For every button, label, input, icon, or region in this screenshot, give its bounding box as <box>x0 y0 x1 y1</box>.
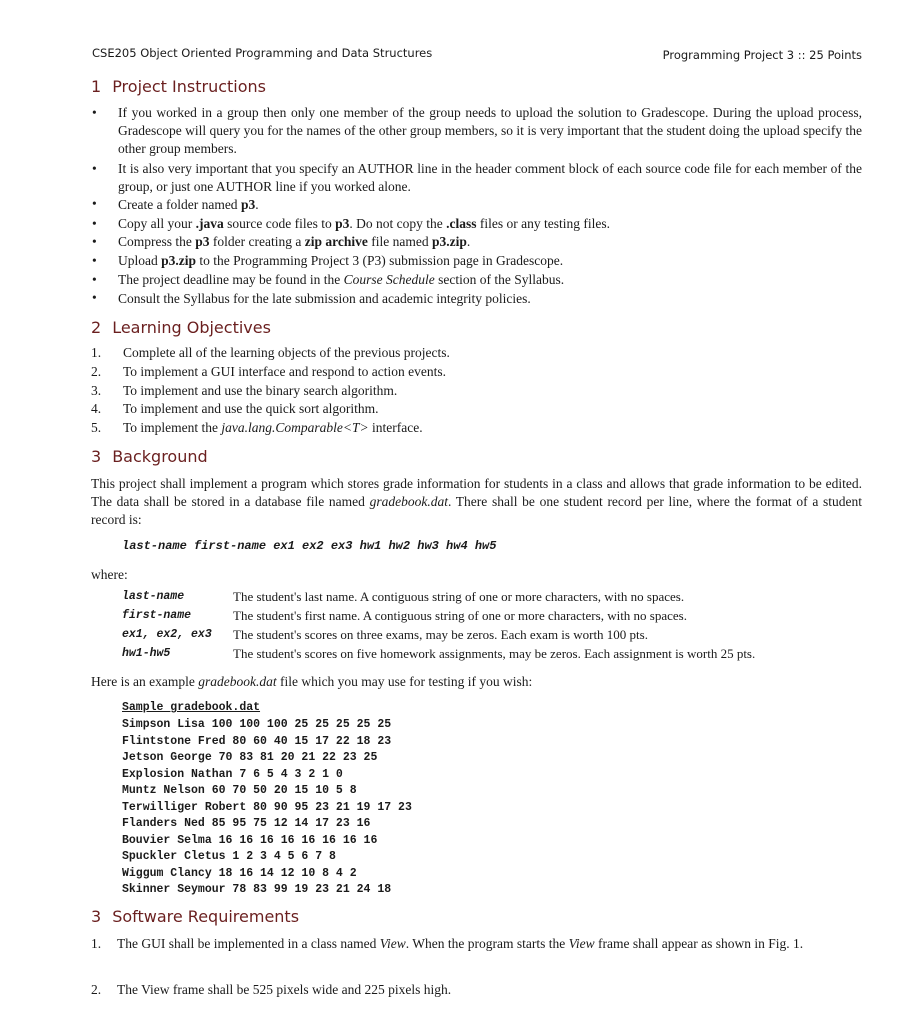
instruction-author-line: It is also very important that you specify an AUTHOR line in the header comment block of each source code file for each member of the group, or just one AUTHOR line if you worked alone. <box>118 161 862 194</box>
instruction-deadline: The project deadline may be found in the Course Schedule section of the Syllabus. <box>118 272 565 287</box>
background-paragraph: This project shall implement a program which stores grade information for students in a class and allows that grade information to be edited. The data shall be stored in a database file named gradebook.dat. There shall be one student record per line, where the format of a student record is: <box>91 476 862 527</box>
objective-number: 5. <box>91 420 102 435</box>
instruction-copy-files: Copy all your .java source code files to p3. Do not copy the .class files or any testing files. <box>118 216 610 231</box>
sample-line: Flintstone Fred 80 60 40 15 17 22 18 23 <box>122 734 392 748</box>
bullet-marker: • <box>92 290 97 305</box>
section-heading-software-requirements: 3 Software Requirements <box>91 907 300 926</box>
sample-line: Explosion Nathan 7 6 5 4 3 2 1 0 <box>122 767 343 781</box>
objective-item: To implement and use the quick sort algorithm. <box>123 401 379 416</box>
field-name: hw1-hw5 <box>122 647 171 660</box>
section-heading-background: 3 Background <box>91 447 208 466</box>
example-intro: Here is an example gradebook.dat file which you may use for testing if you wish: <box>91 674 533 689</box>
bullet-marker: • <box>92 216 97 231</box>
field-description: The student's first name. A contiguous string of one or more characters, with no spaces. <box>233 608 687 623</box>
sample-line: Muntz Nelson 60 70 50 20 15 10 5 8 <box>122 784 357 797</box>
field-description: The student's scores on five homework assignments, may be zeros. Each assignment is worth 25 pts. <box>233 646 756 661</box>
bullet-marker: • <box>92 253 97 268</box>
objective-item: To implement the java.lang.Comparable<T> interface. <box>123 420 423 435</box>
objective-number: 1. <box>91 345 102 360</box>
sample-line: Skinner Seymour 78 83 99 19 23 21 24 18 <box>122 883 392 896</box>
objective-item: Complete all of the learning objects of the previous projects. <box>123 345 450 360</box>
sample-line: Spuckler Cletus 1 2 3 4 5 6 7 8 <box>122 850 336 863</box>
objective-number: 3. <box>91 383 102 398</box>
sample-line: Simpson Lisa 100 100 100 25 25 25 25 25 <box>122 718 392 731</box>
bullet-marker: • <box>92 161 97 176</box>
objective-number: 4. <box>91 401 102 416</box>
field-description: The student's scores on three exams, may be zeros. Each exam is worth 100 pts. <box>233 627 648 642</box>
sample-line: Wiggum Clancy 18 16 14 12 10 8 4 2 <box>122 866 357 880</box>
bullet-marker: • <box>92 196 97 211</box>
instruction-group-upload: If you worked in a group then only one member of the group needs to upload the solution to Gradescope. During the upload process, Gradescope will query you for the names of the other group members, so it is very important that the student doing the upload specify the other group members. <box>118 105 862 156</box>
field-description: The student's last name. A contiguous string of one or more characters, with no spaces. <box>233 589 685 604</box>
field-name: ex1, ex2, ex3 <box>122 628 212 641</box>
bullet-marker: • <box>92 272 97 287</box>
course-title: CSE205 Object Oriented Programming and Data Structures <box>92 46 433 60</box>
field-name: last-name <box>122 590 185 603</box>
requirement-number: 1. <box>91 936 102 951</box>
sample-line: Bouvier Selma 16 16 16 16 16 16 16 16 <box>122 833 378 847</box>
instruction-compress: Compress the p3 folder creating a zip archive file named p3.zip. <box>118 234 471 249</box>
project-title: Programming Project 3 :: 25 Points <box>662 48 862 62</box>
field-name: first-name <box>122 609 192 622</box>
section-heading-objectives: 2 Learning Objectives <box>91 318 271 337</box>
section-heading-instructions: 1 Project Instructions <box>91 77 266 96</box>
where-label: where: <box>91 567 128 582</box>
record-format: last-name first-name ex1 ex2 ex3 hw1 hw2 hw3 hw4 hw5 <box>122 539 497 553</box>
bullet-marker: • <box>92 234 97 249</box>
objective-item: To implement a GUI interface and respond to action events. <box>123 364 446 379</box>
requirement-item: The View frame shall be 525 pixels wide and 225 pixels high. <box>117 982 452 997</box>
sample-line: Flanders Ned 85 95 75 12 14 17 23 16 <box>122 817 371 830</box>
instruction-syllabus: Consult the Syllabus for the late submission and academic integrity policies. <box>118 291 531 306</box>
sample-file-contents <box>122 717 412 899</box>
bullet-marker: • <box>92 105 97 120</box>
objective-item: To implement and use the binary search algorithm. <box>123 383 398 398</box>
requirement-item: The GUI shall be implemented in a class named View. When the program starts the View frame shall appear as shown in Fig. 1. <box>117 936 804 951</box>
sample-line: Jetson George 70 83 81 20 21 22 23 25 <box>122 751 378 764</box>
sample-line: Terwilliger Robert 80 90 95 23 21 19 17 23 <box>122 800 412 814</box>
requirement-number: 2. <box>91 982 102 997</box>
objective-number: 2. <box>91 364 102 379</box>
sample-file-title: Sample gradebook.dat <box>122 701 261 714</box>
instruction-upload: Upload p3.zip to the Programming Project 3 (P3) submission page in Gradescope. <box>118 253 564 268</box>
instruction-create-folder: Create a folder named p3. <box>118 197 259 212</box>
